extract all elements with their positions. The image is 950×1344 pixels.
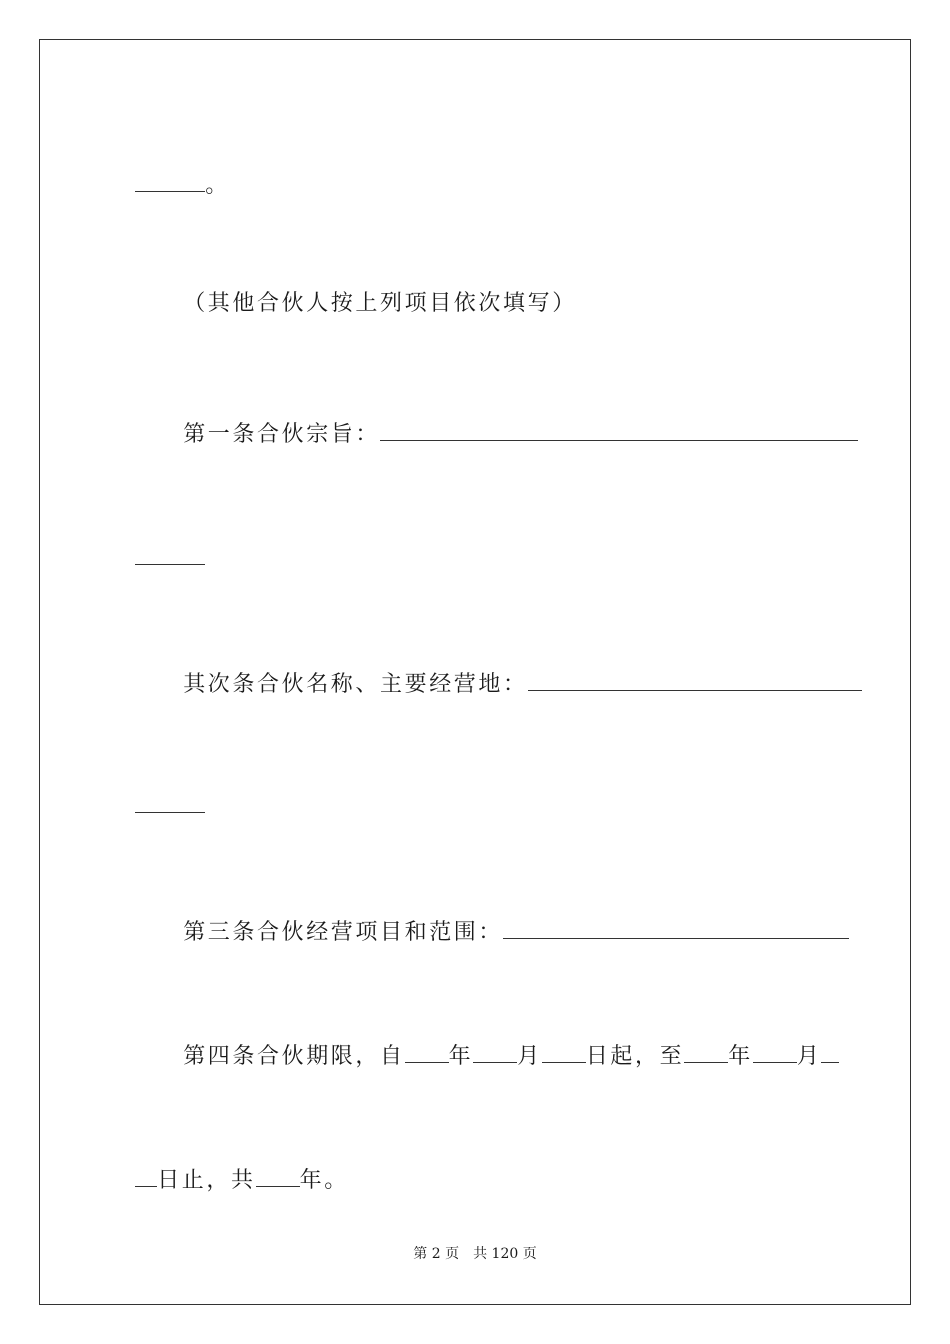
blank-field[interactable] [135,540,205,565]
blank-field[interactable] [473,1038,517,1063]
blank-field[interactable] [135,1162,157,1187]
blank-field[interactable] [503,914,849,939]
blank-field[interactable] [380,416,858,441]
text: 年 [728,1044,753,1069]
line-4 [116,510,205,574]
article-2 [164,636,862,700]
line-2 [164,259,577,319]
line-1 [116,137,230,201]
page-footer [0,1244,950,1264]
article-3 [164,884,849,948]
page-number: 第 2 页 [413,1246,460,1262]
line-9 [116,1132,349,1196]
text: 第一条合伙宗旨： [183,422,380,447]
text: 日起，至 [585,1044,685,1069]
blank-field[interactable] [542,1038,586,1063]
text: 月 [796,1044,822,1069]
blank-field[interactable] [135,167,205,192]
text: 第三条合伙经营项目和范围： [183,920,503,945]
article-4 [164,1008,839,1072]
article-1 [164,386,858,450]
text: 。 [205,173,230,198]
blank-field[interactable] [405,1038,449,1063]
blank-field[interactable] [256,1162,300,1187]
text: 第四条合伙期限，自 [183,1044,405,1069]
text: 日止，共 [157,1168,256,1193]
text: 其次条合伙名称、主要经营地： [183,672,528,697]
line-6 [116,758,205,822]
total-pages: 共 120 页 [473,1246,537,1262]
blank-field[interactable] [135,788,205,813]
blank-field[interactable] [753,1038,797,1063]
blank-field[interactable] [821,1038,839,1063]
blank-field[interactable] [528,666,862,691]
text: 月 [517,1044,542,1069]
text: 年。 [299,1168,349,1193]
text: 年 [448,1044,474,1069]
text: （其他合伙人按上列项目依次填写） [183,291,577,316]
blank-field[interactable] [684,1038,728,1063]
